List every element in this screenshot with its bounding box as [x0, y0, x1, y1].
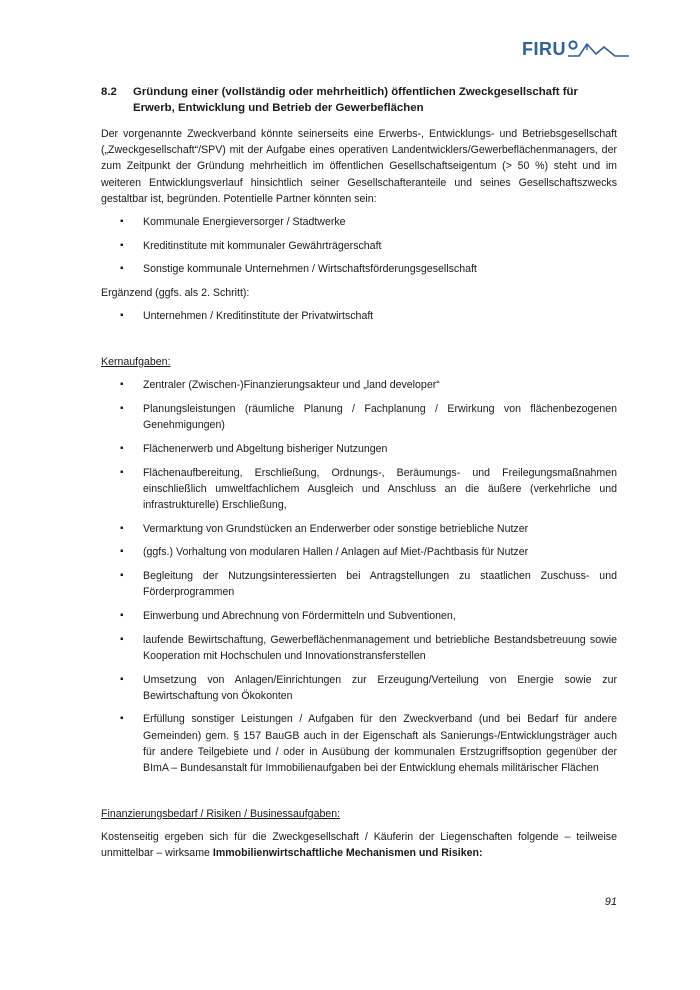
page-number: 91	[604, 896, 617, 908]
supplement-list	[101, 308, 617, 324]
list-item: ▪ Planungsleistungen (räumliche Planung / Fachplanung / Erwirkung von flächenbezogenen Genehmigungen)	[101, 401, 617, 433]
list-item: ▪ (ggfs.) Vorhaltung von modularen Hallen / Anlagen auf Miet-/Pachtbasis für Nutzer	[101, 544, 617, 560]
section-number: 8.2	[101, 86, 117, 98]
list-item: ▪ Kreditinstitute mit kommunaler Gewährträgerschaft	[101, 238, 617, 254]
core-tasks-list	[101, 377, 617, 776]
list-item: ▪ Vermarktung von Grundstücken an Enderwerber oder sonstige betriebliche Nutzer	[101, 521, 617, 537]
firu-logo	[522, 38, 637, 60]
list-item: ▪ laufende Bewirtschaftung, Gewerbeflächenmanagement und betriebliche Bestandsbetreuung sowie Kooperation mit Hochschulen und Innovationstransferstellen	[101, 632, 617, 664]
list-item: ▪ Flächenerwerb und Abgeltung bisheriger Nutzungen	[101, 441, 617, 457]
list-item: ▪ Einwerbung und Abrechnung von Fördermitteln und Subventionen,	[101, 608, 617, 624]
finance-text: Kostenseitig ergeben sich für die Zweckgesellschaft / Käuferin der Liegenschaften folgende – teilweise unmittelbar – wirksame	[101, 831, 617, 860]
document-body	[101, 80, 617, 861]
logo-text: FIRU	[522, 38, 566, 59]
section-heading	[101, 84, 617, 116]
section-title: Gründung einer (vollständig oder mehrheitlich) öffentlichen Zweckgesellschaft für Erwerb, Entwicklung und Betrieb der Gewerbeflächen	[133, 86, 578, 114]
list-item: ▪ Sonstige kommunale Unternehmen / Wirtschaftsförderungsgesellschaft	[101, 261, 617, 277]
list-item: ▪ Umsetzung von Anlagen/Einrichtungen zur Erzeugung/Verteilung von Energie sowie zur Bewirtschaftung von Ökokonten	[101, 672, 617, 704]
core-tasks-heading: Kernaufgaben:	[101, 356, 171, 369]
list-item: ▪ Flächenaufbereitung, Erschließung, Ordnungs-, Beräumungs- und Freilegungsmaßnahmen einschließlich umweltfachlichem Ausgleich und Anschluss an die äußere (verkehrliche und infrastrukturelle) Erschließung,	[101, 465, 617, 514]
supplement-label: Ergänzend (ggfs. als 2. Schritt):	[101, 287, 250, 300]
list-item: ▪ Zentraler (Zwischen-)Finanzierungsakteur und „land developer“	[101, 377, 617, 393]
intro-paragraph: Der vorgenannte Zweckverband könnte seinerseits eine Erwerbs-, Entwicklungs- und Betriebsgesellschaft („Zweckgesellschaft“/SPV) mit der Aufgabe eines operativen Landentwicklers/Gewerbeflächenmanagers, der zum Zeitpunkt der Gründung mehrheitlich im öffentlichen Gesellschaftseigentum (> 50 %) steht und im weiteren Entwicklungsverlauf hinsichtlich seiner Gesellschafteranteile und seines Gesellschaftszwecks gestaltbar ist, begründen. Potentielle Partner könnten sein:	[101, 128, 617, 205]
finance-paragraph	[101, 829, 617, 861]
list-item: ▪ Unternehmen / Kreditinstitute der Privatwirtschaft	[101, 308, 617, 324]
list-item: ▪ Erfüllung sonstiger Leistungen / Aufgaben für den Zweckverband (und bei Bedarf für andere Gemeinden) gem. § 157 BauGB auch in der Eigenschaft als Sanierungs-/Entwicklungsträger auch für andere Teilgebiete und / oder in Ausübung der kommunalen Erstzugriffsoption gegenüber der BImA – Bundesanstalt für Immobilienaufgaben bei der Entwicklung ehemals militärischer Flächen	[101, 711, 617, 776]
list-item: ▪ Kommunale Energieversorger / Stadtwerke	[101, 214, 617, 230]
partners-list	[101, 214, 617, 278]
logo-mark-icon	[567, 38, 637, 60]
finance-heading: Finanzierungsbedarf / Risiken / Businessaufgaben:	[101, 807, 341, 820]
finance-text-bold: Immobilienwirtschaftliche Mechanismen und Risiken:	[212, 847, 483, 860]
list-item: ▪ Begleitung der Nutzungsinteressierten bei Antragstellungen zu staatlichen Zuschuss- und Förderprogrammen	[101, 568, 617, 600]
